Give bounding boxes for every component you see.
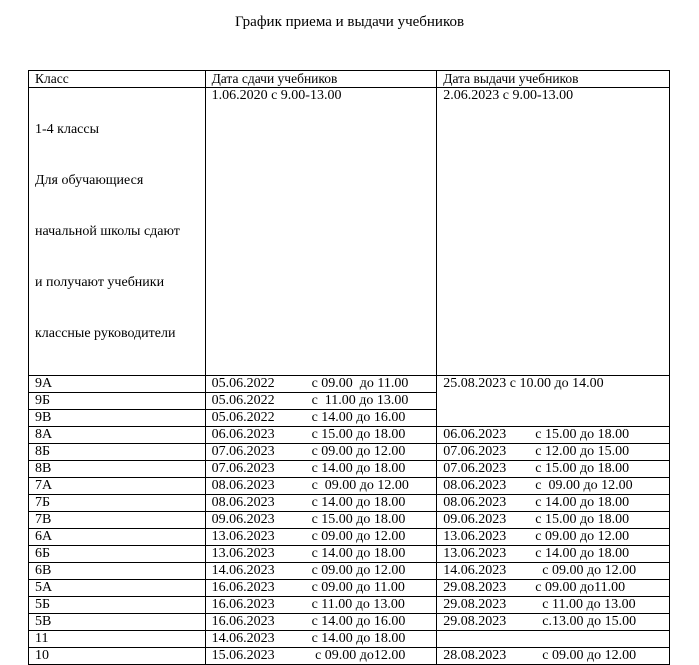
class-cell: 10 <box>29 648 206 665</box>
issue-date: 29.08.2023 <box>443 580 507 595</box>
submit-date: 08.06.2023 <box>211 478 275 493</box>
class-cell: 8А <box>29 427 206 444</box>
primary-issue-cell: 2.06.2023 с 9.00-13.00 <box>437 88 670 376</box>
class-cell: 9А <box>29 376 206 393</box>
submit-time: с 09.00 до 11.00 <box>311 580 405 595</box>
primary-class-line: и получают учебники <box>35 275 165 290</box>
submit-time: с 14.00 до 18.00 <box>311 631 406 646</box>
submit-cell <box>205 648 437 665</box>
issue-cell <box>437 563 670 580</box>
class-cell: 11 <box>29 631 206 648</box>
submit-time: с 15.00 до 18.00 <box>311 427 406 442</box>
class-cell: 9Б <box>29 393 206 410</box>
table-row <box>29 631 670 648</box>
submit-cell <box>205 529 437 546</box>
issue-cell <box>437 546 670 563</box>
issue-date: 28.08.2023 <box>443 648 507 663</box>
issue-cell <box>437 512 670 529</box>
submit-cell <box>205 546 437 563</box>
submit-date: 14.06.2023 <box>211 563 275 578</box>
submit-time: с 14.00 до 16.00 <box>311 614 406 629</box>
submit-time: с 15.00 до 18.00 <box>311 512 406 527</box>
submit-cell <box>205 461 437 478</box>
submit-date: 16.06.2023 <box>211 597 275 612</box>
submit-cell <box>205 563 437 580</box>
header-class: Класс <box>29 71 206 88</box>
submit-date: 08.06.2023 <box>211 495 275 510</box>
submit-cell <box>205 478 437 495</box>
submit-cell <box>205 631 437 648</box>
schedule-table <box>28 70 670 665</box>
primary-class-line: 1-4 классы <box>35 122 99 137</box>
issue-cell <box>437 444 670 461</box>
table-row <box>29 376 670 393</box>
issue-cell <box>437 580 670 597</box>
header-issue-date: Дата выдачи учебников <box>437 71 670 88</box>
table-row <box>29 461 670 478</box>
submit-cell <box>205 512 437 529</box>
issue-time: с 09.00 до 12.00 <box>535 529 630 544</box>
submit-time: с 14.00 до 18.00 <box>311 461 406 476</box>
table-row <box>29 512 670 529</box>
issue-date: 13.06.2023 <box>443 546 507 561</box>
issue-date: 09.06.2023 <box>443 512 507 527</box>
issue-cell <box>437 597 670 614</box>
issue-time: с 15.00 до 18.00 <box>535 512 630 527</box>
issue-date: 08.06.2023 <box>443 495 507 510</box>
table-row <box>29 648 670 665</box>
submit-date: 13.06.2023 <box>211 546 275 561</box>
submit-date: 16.06.2023 <box>211 580 275 595</box>
submit-time: с 11.00 до 13.00 <box>311 597 405 612</box>
submit-time: с 14.00 до 18.00 <box>311 546 406 561</box>
group9-issue-cell: 25.08.2023 с 10.00 до 14.00 <box>437 376 670 427</box>
submit-time: с 11.00 до 13.00 <box>311 393 409 408</box>
issue-time: с 11.00 до 13.00 <box>535 597 636 612</box>
submit-date: 05.06.2022 <box>211 376 275 391</box>
primary-class-line: начальной школы сдают <box>35 224 180 239</box>
issue-cell <box>437 461 670 478</box>
table-row <box>29 614 670 631</box>
submit-cell <box>205 495 437 512</box>
issue-cell <box>437 529 670 546</box>
submit-time: с 14.00 до 16.00 <box>311 410 406 425</box>
submit-date: 15.06.2023 <box>211 648 275 663</box>
submit-time: с 09.00 до12.00 <box>311 648 406 663</box>
table-row <box>29 580 670 597</box>
class-cell: 6А <box>29 529 206 546</box>
issue-cell <box>437 495 670 512</box>
issue-date: 07.06.2023 <box>443 444 507 459</box>
submit-cell <box>205 444 437 461</box>
issue-date: 07.06.2023 <box>443 461 507 476</box>
issue-time: с 15.00 до 18.00 <box>535 427 630 442</box>
submit-date: 07.06.2023 <box>211 444 275 459</box>
issue-time: с 15.00 до 18.00 <box>535 461 630 476</box>
class-cell: 5Б <box>29 597 206 614</box>
table-row <box>29 546 670 563</box>
class-cell: 6Б <box>29 546 206 563</box>
issue-time: с 09.00 до 12.00 <box>535 648 637 663</box>
submit-date: 09.06.2023 <box>211 512 275 527</box>
issue-cell <box>437 648 670 665</box>
issue-time: с 14.00 до 18.00 <box>535 546 630 561</box>
issue-cell <box>437 427 670 444</box>
submit-time: с 14.00 до 18.00 <box>311 495 406 510</box>
submit-time: с 09.00 до 12.00 <box>311 563 406 578</box>
issue-time: с 09.00 до 12.00 <box>535 478 633 493</box>
class-cell: 7А <box>29 478 206 495</box>
primary-class-line: Для обучающиеся <box>35 173 144 188</box>
submit-date: 05.06.2022 <box>211 410 275 425</box>
submit-cell <box>205 614 437 631</box>
issue-time: с 09.00 до 12.00 <box>535 563 637 578</box>
table-row <box>29 444 670 461</box>
issue-time: с 14.00 до 18.00 <box>535 495 630 510</box>
header-row <box>29 71 670 88</box>
class-cell: 5А <box>29 580 206 597</box>
issue-date: 14.06.2023 <box>443 563 507 578</box>
submit-time: с 09.00 до 12.00 <box>311 478 409 493</box>
submit-cell <box>205 427 437 444</box>
submit-date: 14.06.2023 <box>211 631 275 646</box>
table-row <box>29 563 670 580</box>
issue-cell <box>437 478 670 495</box>
class-cell: 6В <box>29 563 206 580</box>
class-cell: 8Б <box>29 444 206 461</box>
primary-class-cell <box>29 88 206 376</box>
issue-date: 13.06.2023 <box>443 529 507 544</box>
submit-date: 05.06.2022 <box>211 393 275 408</box>
issue-date: 08.06.2023 <box>443 478 507 493</box>
primary-class-line: классные руководители <box>35 326 176 341</box>
submit-time: с 09.00 до 11.00 <box>311 376 409 391</box>
table-row <box>29 597 670 614</box>
class-cell: 5В <box>29 614 206 631</box>
issue-date: 29.08.2023 <box>443 597 507 612</box>
issue-time: с 09.00 до11.00 <box>535 580 626 595</box>
submit-cell <box>205 580 437 597</box>
table-row-primary <box>29 88 670 376</box>
header-submit-date: Дата сдачи учебников <box>205 71 437 88</box>
issue-date: 06.06.2023 <box>443 427 507 442</box>
submit-cell <box>205 393 437 410</box>
issue-time: с.13.00 до 15.00 <box>535 614 637 629</box>
issue-cell <box>437 631 670 648</box>
issue-time: с 12.00 до 15.00 <box>535 444 630 459</box>
document-title: График приема и выдачи учебников <box>234 14 465 30</box>
class-cell: 8В <box>29 461 206 478</box>
class-cell: 7В <box>29 512 206 529</box>
issue-date: 29.08.2023 <box>443 614 507 629</box>
class-cell: 7Б <box>29 495 206 512</box>
submit-date: 16.06.2023 <box>211 614 275 629</box>
submit-cell <box>205 597 437 614</box>
submit-time: с 09.00 до 12.00 <box>311 444 406 459</box>
table-row <box>29 427 670 444</box>
primary-submit-cell: 1.06.2020 с 9.00-13.00 <box>205 88 437 376</box>
submit-cell <box>205 410 437 427</box>
class-cell: 9В <box>29 410 206 427</box>
submit-date: 07.06.2023 <box>211 461 275 476</box>
submit-time: с 09.00 до 12.00 <box>311 529 406 544</box>
submit-cell <box>205 376 437 393</box>
table-row <box>29 529 670 546</box>
table-row <box>29 495 670 512</box>
submit-date: 13.06.2023 <box>211 529 275 544</box>
submit-date: 06.06.2023 <box>211 427 275 442</box>
table-row <box>29 478 670 495</box>
issue-cell <box>437 614 670 631</box>
